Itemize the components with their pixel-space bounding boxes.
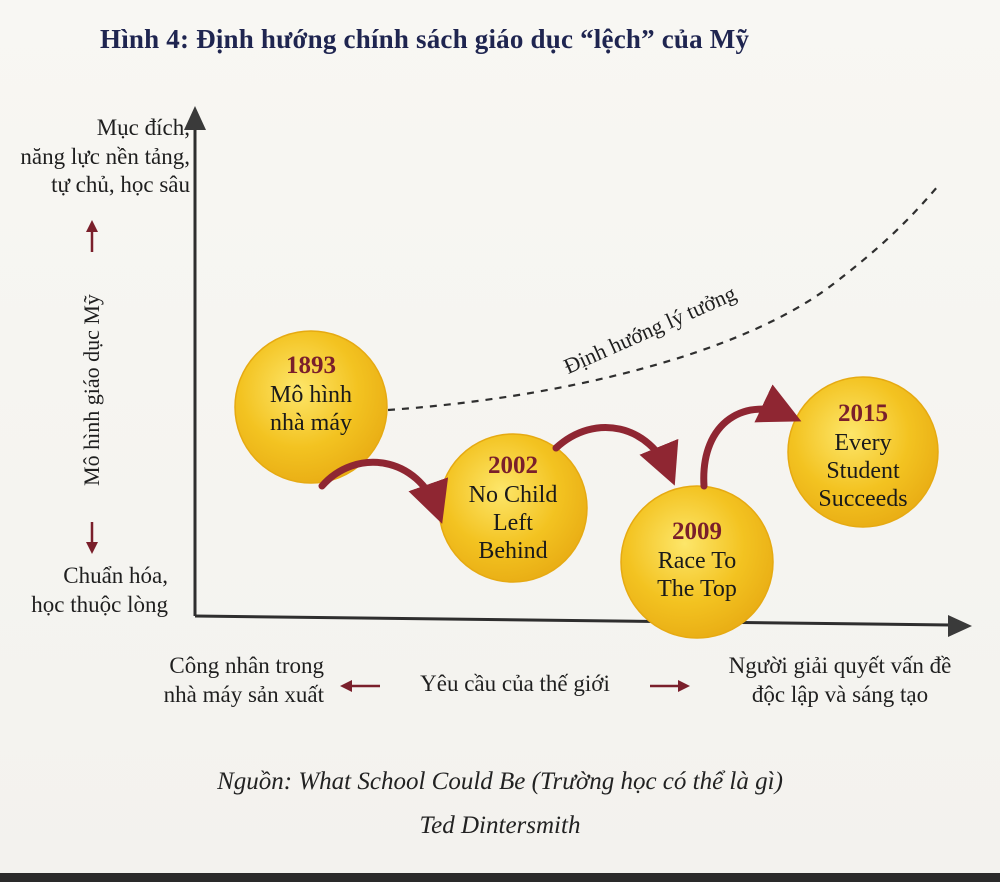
- y-axis-top-line: tự chủ, học sâu: [51, 172, 190, 198]
- milestone-text-line: Behind: [478, 538, 548, 565]
- x-axis-right-line: độc lập và sáng tạo: [751, 681, 929, 707]
- milestone-text-line: Succeeds: [818, 486, 908, 513]
- y-axis-top-line: Mục đích,: [96, 115, 190, 140]
- source-citation: Nguồn: What School Could Be (Trường học có thể là gì): [217, 768, 783, 795]
- y-label-arrow-up-head: [86, 220, 98, 232]
- milestone-year: 2002: [488, 452, 538, 479]
- x-axis-arrowhead: [948, 615, 972, 637]
- x-label-arrow-left-head: [340, 680, 352, 692]
- milestone-1893: [270, 352, 352, 437]
- ideal-direction-curve: [388, 186, 938, 410]
- y-axis-bottom-label: [0, 562, 168, 619]
- x-axis-left-label: [80, 652, 324, 709]
- x-axis-line: [195, 616, 950, 625]
- milestone-year: 2009: [672, 518, 722, 545]
- y-label-arrow-down-head: [86, 542, 98, 554]
- milestone-2015: [818, 400, 907, 514]
- y-axis-bottom-line: học thuộc lòng: [31, 591, 168, 617]
- figure-title: Hình 4: Định hướng chính sách giáo dục “lệch” của Mỹ: [100, 24, 750, 54]
- milestone-text-line: Mô hình: [269, 381, 353, 408]
- x-axis-center-label: Yêu cầu của thế giới: [420, 671, 610, 696]
- arrow-1893-to-2002: [322, 462, 438, 512]
- y-axis-top-line: năng lực nền tảng,: [20, 143, 190, 169]
- milestone-text-line: Student: [826, 458, 900, 485]
- milestone-2009: [657, 518, 737, 603]
- milestone-text-line: The Top: [657, 576, 737, 603]
- x-axis-left-line: Công nhân trong: [169, 653, 324, 678]
- milestone-text-line: Every: [834, 429, 892, 456]
- bottom-border: [0, 873, 1000, 882]
- ideal-direction-label: Định hướng lý tưởng: [559, 280, 740, 379]
- source-author: Ted Dintersmith: [419, 812, 581, 839]
- y-axis-bottom-line: Chuẩn hóa,: [63, 563, 168, 588]
- milestone-year: 2015: [837, 400, 888, 427]
- milestone-year: 1893: [285, 352, 336, 379]
- y-axis-top-label: [0, 114, 190, 200]
- milestone-2002: [469, 452, 558, 566]
- milestone-text-line: No Child: [468, 481, 558, 508]
- milestone-text-line: nhà máy: [270, 410, 352, 437]
- x-label-arrow-right-head: [678, 680, 690, 692]
- x-axis-left-line: nhà máy sản xuất: [163, 681, 324, 707]
- milestone-text-line: Left: [493, 510, 533, 537]
- arrow-2009-to-2015: [704, 409, 790, 486]
- x-axis-right-line: Người giải quyết vấn đề: [728, 653, 952, 678]
- y-axis-title: Mô hình giáo dục Mỹ: [79, 294, 104, 486]
- x-axis-right-label: [690, 652, 990, 709]
- milestone-text-line: Race To: [657, 547, 737, 574]
